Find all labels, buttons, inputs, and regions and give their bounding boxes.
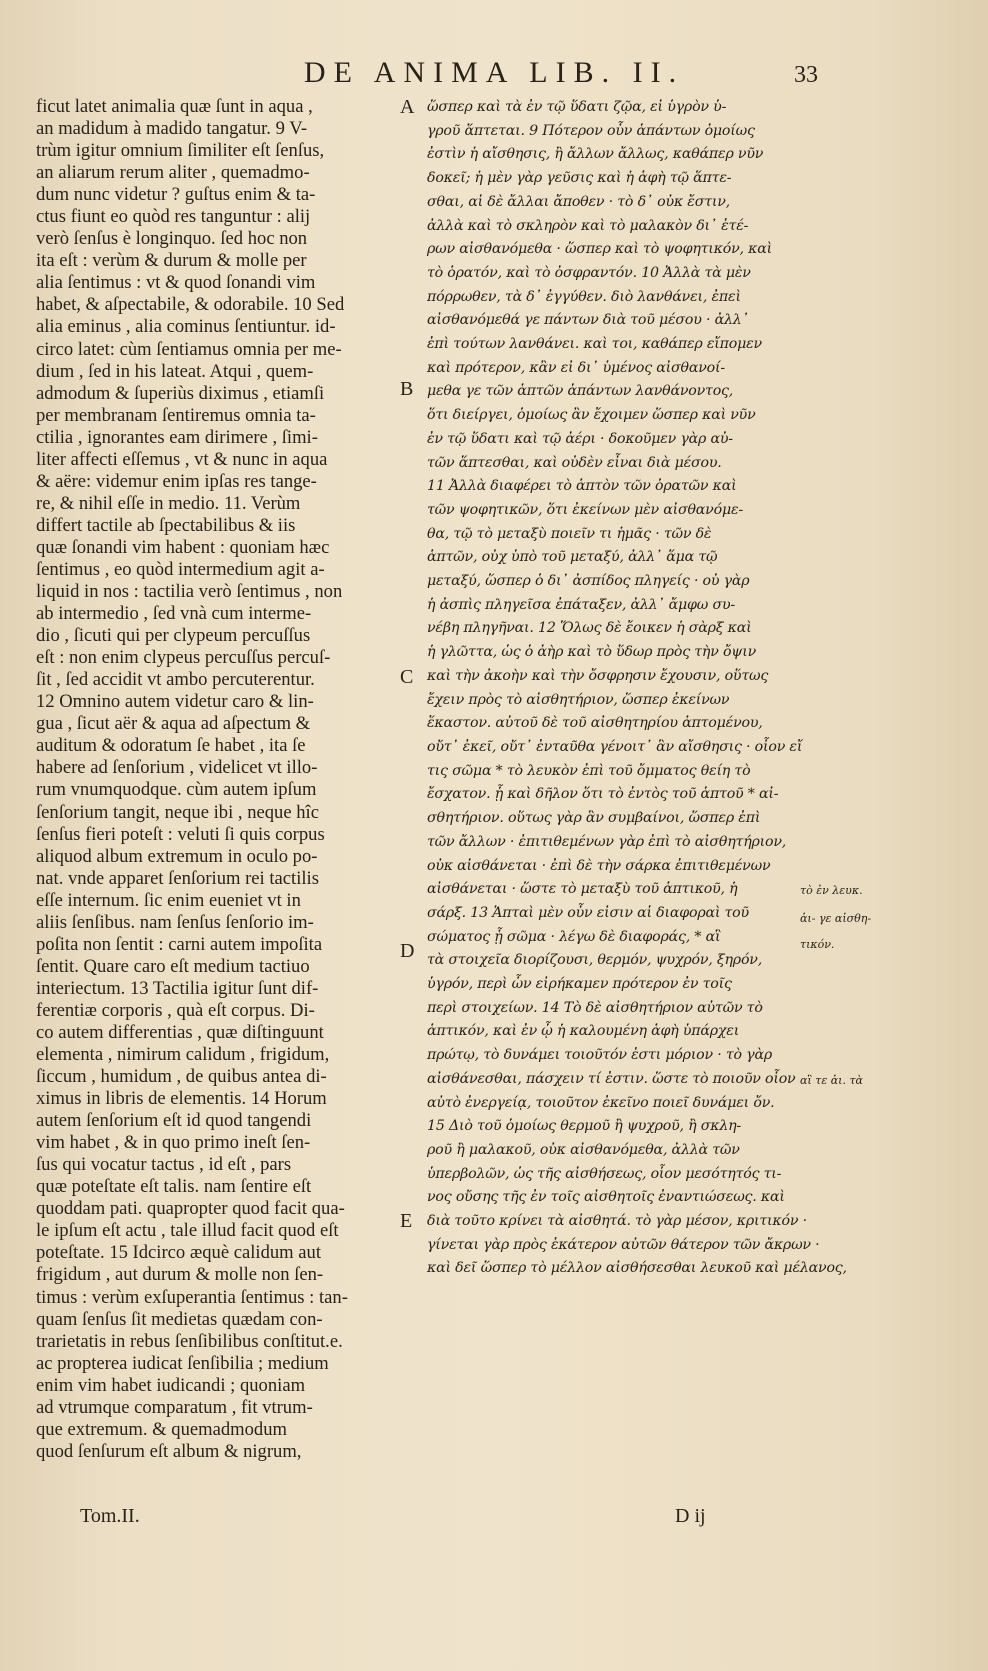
latin-text-line: differt tactile ab ſpectabilibus & iis bbox=[36, 514, 296, 536]
greek-text-line: τῶν ψοφητικῶν, ὅτι ἐκείνων μὲν αἰσθανόμε- bbox=[427, 501, 743, 518]
greek-text-line: τῶν ἄλλων · ἐπιτιθεμένων γὰρ ἐπὶ τὸ αἰσθητήριον, bbox=[427, 833, 787, 850]
greek-text-line: διὰ τοῦτο κρίνει τὰ αἰσθητά. τὸ γὰρ μέσον, κριτικόν · bbox=[427, 1213, 807, 1230]
greek-text-line: ἐν τῷ ὕδατι καὶ τῷ ἀέρι · δοκοῦμεν γὰρ αὐ- bbox=[427, 430, 733, 447]
latin-text-line: ferentiæ corporis , quà eſt corpus. Di- bbox=[36, 999, 315, 1021]
latin-text-line: vim habet , & in quo primo ineſt ſen- bbox=[36, 1132, 311, 1154]
running-header: DE ANIMA LIB. II. bbox=[303, 56, 685, 89]
latin-text-line: re, & nihil eſſe in medio. 11. Verùm bbox=[36, 492, 301, 514]
latin-text-line: ſenſus fieri poteſt : veluti ſi quis corpus bbox=[36, 823, 325, 845]
greek-text-line: τις σῶμα * τὸ λευκὸν ἐπὶ τοῦ ὄμματος θείη τὸ bbox=[427, 762, 751, 779]
greek-text-line: αἰσθάνεται · ὥστε τὸ μεταξὺ τοῦ ἁπτικοῦ, ἡ bbox=[427, 881, 738, 898]
latin-text-line: an aliarum rerum aliter , quemadmo- bbox=[36, 162, 310, 184]
latin-text-line: ita eſt : verùm & durum & molle per bbox=[36, 250, 307, 272]
signature-mark: D ij bbox=[675, 1505, 706, 1527]
greek-text-line: ἕκαστον. αὐτοῦ δὲ τοῦ αἰσθητηρίου ἁπτομένου, bbox=[427, 715, 763, 732]
greek-text-line: περὶ στοιχείων. 14 Τὸ δὲ αἰσθητήριον αὐτῶν τὸ bbox=[427, 999, 763, 1016]
latin-text-line: dum nunc videtur ? guſtus enim & ta- bbox=[36, 184, 316, 206]
greek-text-line: ἡ γλῶττα, ὡς ὁ ἀὴρ καὶ τὸ ὕδωρ πρὸς τὴν ὄψιν bbox=[427, 644, 756, 661]
latin-text-line: nat. vnde apparet ſenſorium rei tactilis bbox=[36, 867, 319, 889]
greek-text-line: οὐκ αἰσθάνεται · ἐπὶ δὲ τὴν σάρκα ἐπιτιθεμένων bbox=[427, 857, 771, 874]
greek-text-line: ἔχειν πρὸς τὸ αἰσθητήριον, ὥσπερ ἐκείνων bbox=[427, 691, 730, 708]
latin-text-line: elementa , nimirum calidum , frigidum, bbox=[36, 1044, 330, 1066]
latin-text-line: circo latet: cùm ſentiamus omnia per me- bbox=[36, 338, 342, 360]
volume-label: Tom.II. bbox=[80, 1505, 140, 1527]
latin-text-line: ſenſorium tangit, neque ibi , neque hîc bbox=[36, 801, 319, 823]
greek-text-line: καὶ δεῖ ὥσπερ τὸ μέλλον αἰσθήσεσθαι λευκοῦ καὶ μέλανος, bbox=[427, 1260, 847, 1277]
greek-text-line: ἀλλὰ καὶ τὸ σκληρὸν καὶ τὸ μαλακὸν δι᾽ ἑτέ- bbox=[427, 217, 749, 234]
latin-text-line: admodum & ſuperiùs diximus , etiamſi bbox=[36, 382, 325, 404]
latin-text-line: 12 Omnino autem videtur caro & lin- bbox=[36, 691, 314, 713]
greek-text-line: ρων αἰσθανόμεθα · ὥσπερ καὶ τὸ ψοφητικόν, καὶ bbox=[427, 241, 772, 258]
section-marker-b: B bbox=[400, 378, 414, 400]
latin-text-column bbox=[36, 96, 404, 1596]
section-marker-c: C bbox=[400, 666, 414, 688]
greek-text-line: ἐπὶ τούτων λανθάνει. καὶ τοι, καθάπερ εἴπομεν bbox=[427, 336, 762, 353]
latin-text-line: trarietatis in rebus ſenſibilibus conſtitut.e. bbox=[36, 1330, 343, 1352]
latin-text-line: ſentimus , eo quòd intermedium agit a- bbox=[36, 558, 325, 580]
latin-text-line: ctus fiunt eo quòd res tanguntur : alij bbox=[36, 206, 311, 228]
greek-text-line: μεθα γε τῶν ἁπτῶν ἁπάντων λανθάνοντος, bbox=[427, 383, 734, 400]
greek-text-line: γροῦ ἅπτεται. 9 Πότερον οὖν ἁπάντων ὁμοίως bbox=[427, 122, 755, 139]
latin-text-line: trùm igitur omnium ſimiliter eſt ſenſus, bbox=[36, 140, 325, 162]
latin-text-line: verò ſenſus è longinquo. ſed hoc non bbox=[36, 228, 308, 250]
latin-text-line: & aëre: videmur enim ipſas res tange- bbox=[36, 470, 317, 492]
greek-text-line: νέβη πληγῆναι. 12 Ὅλως δὲ ἔοικεν ἡ σὰρξ καὶ bbox=[427, 620, 752, 637]
greek-text-line: γίνεται γὰρ πρὸς ἑκάτερον αὐτῶν θάτερον τῶν ἄκρων · bbox=[427, 1236, 820, 1253]
greek-text-line: ἁπτῶν, οὐχ ὑπὸ τοῦ μεταξύ, ἀλλ᾽ ἅμα τῷ bbox=[427, 549, 718, 566]
greek-text-line: ὑγρόν, περὶ ὧν εἰρήκαμεν πρότερον ἐν τοῖς bbox=[427, 976, 732, 993]
latin-text-line: frigidum , aut durum & molle non ſen- bbox=[36, 1264, 324, 1286]
latin-text-line: autem ſenſorium eſt id quod tangendi bbox=[36, 1110, 312, 1132]
margin-note: ἀι- γε αἰσθη- bbox=[800, 912, 872, 925]
latin-text-line: ſiccum , humidum , de quibus antea di- bbox=[36, 1066, 327, 1088]
greek-text-line: αὐτὸ ἐνεργείᾳ, τοιοῦτον ἐκεῖνο ποιεῖ δυνάμει ὄν. bbox=[427, 1094, 775, 1111]
greek-text-line: ὅτι διείργει, ὁμοίως ἂν ἔχοιμεν ὥσπερ καὶ νῦν bbox=[427, 407, 756, 424]
latin-text-line: le ipſum eſt actu , tale illud facit quod eſt bbox=[36, 1220, 339, 1242]
latin-text-line: rum vnumquodque. cùm autem ipſum bbox=[36, 779, 317, 801]
latin-text-line: ac propterea iudicat ſenſibilia ; medium bbox=[36, 1352, 329, 1374]
latin-text-line: quæ ſonandi vim habent : quoniam hæc bbox=[36, 536, 330, 558]
greek-text-line: σθαι, αἱ δὲ ἄλλαι ἄποθεν · τὸ δ᾽ οὐκ ἔστιν, bbox=[427, 193, 730, 210]
latin-text-line: timus : verùm exſuperantia ſentimus : tan- bbox=[36, 1286, 348, 1308]
latin-text-line: aliquod album extremum in oculo po- bbox=[36, 845, 318, 867]
section-marker-a: A bbox=[400, 96, 415, 118]
greek-text-line: ροῦ ἢ μαλακοῦ, οὐκ αἰσθανόμεθα, ἀλλὰ τῶν bbox=[427, 1141, 740, 1158]
greek-text-line: 11 Ἀλλὰ διαφέρει τὸ ἁπτὸν τῶν ὁρατῶν καὶ bbox=[427, 478, 737, 495]
greek-text-line: πρώτῳ, τὸ δυνάμει τοιοῦτόν ἐστι μόριον · τὸ γὰρ bbox=[427, 1047, 772, 1064]
greek-text-line: αἰσθανόμεθά γε πάντων διὰ τοῦ μέσου · ἀλλ᾽ bbox=[427, 312, 749, 329]
greek-text-line: οὔτ᾽ ἐκεῖ, οὔτ᾽ ἐνταῦθα γένοιτ᾽ ἂν αἴσθησις · οἷον εἴ bbox=[427, 738, 803, 755]
greek-text-line: μεταξύ, ὥσπερ ὁ δι᾽ ἀσπίδος πληγείς · οὐ γὰρ bbox=[427, 573, 750, 590]
greek-text-line: καὶ τὴν ἀκοὴν καὶ τὴν ὄσφρησιν ἔχουσιν, οὕτως bbox=[427, 667, 769, 684]
latin-text-line: liquid in nos : tactilia verò ſentimus , non bbox=[36, 581, 343, 603]
latin-text-line: dio , ſicuti qui per clypeum percuſſus bbox=[36, 625, 311, 647]
latin-text-line: ctilia , ignorantes eam dirimere , ſimi- bbox=[36, 426, 318, 448]
latin-text-line: poſita non ſentit : carni autem impoſita bbox=[36, 933, 323, 955]
greek-text-line: σθητήριον. οὕτως γὰρ ἂν συμβαίνοι, ὥσπερ ἐπὶ bbox=[427, 810, 761, 827]
margin-note: αἳ τε ἀι. τὰ bbox=[800, 1074, 863, 1087]
latin-text-line: auditum & odoratum ſe habet , ita ſe bbox=[36, 735, 306, 757]
latin-text-line: quæ poteſtate eſt talis. nam ſentire eſt bbox=[36, 1176, 312, 1198]
latin-text-line: gua , ſicut aër & aqua ad aſpectum & bbox=[36, 713, 311, 735]
latin-text-line: ab intermedio , ſed vnà cum interme- bbox=[36, 603, 312, 625]
latin-text-line: eſſe internum. ſic enim eueniet vt in bbox=[36, 889, 301, 911]
latin-text-line: co autem differentias , quæ diſtinguunt bbox=[36, 1021, 324, 1043]
latin-text-line: eſt : non enim clypeus percuſſus percuſ- bbox=[36, 647, 331, 669]
latin-text-line: ad vtrumque comparatum , fit vtrum- bbox=[36, 1396, 313, 1418]
greek-text-line: νος οὔσης τῆς ἐν τοῖς αἰσθητοῖς ἐναντιώσεως. καὶ bbox=[427, 1189, 785, 1206]
greek-text-line: ὥσπερ καὶ τὰ ἐν τῷ ὕδατι ζῷα, εἰ ὑγρὸν ὑ- bbox=[427, 99, 727, 115]
latin-text-line: habere ad ſenſorium , videlicet vt illo- bbox=[36, 757, 318, 779]
latin-text-line: liter affecti eſſemus , vt & nunc in aqua bbox=[36, 448, 328, 470]
greek-text-line: θα, τῷ τὸ μεταξὺ ποιεῖν τι ἡμᾶς · τῶν δὲ bbox=[427, 525, 712, 542]
section-marker-d: D bbox=[400, 940, 415, 962]
latin-text-line: an madidum à madido tangatur. 9 V- bbox=[36, 118, 308, 140]
greek-text-line: 15 Διὸ τοῦ ὁμοίως θερμοῦ ἢ ψυχροῦ, ἢ σκλη- bbox=[427, 1118, 741, 1135]
latin-text-line: quoddam pati. quapropter quod facit qua- bbox=[36, 1198, 345, 1220]
latin-text-line: per membranam ſentiremus omnia ta- bbox=[36, 404, 316, 426]
latin-text-line: alia ſentimus : vt & quod ſonandi vim bbox=[36, 272, 316, 294]
margin-note: τικόν. bbox=[800, 938, 835, 951]
greek-text-line: ἡ ἀσπὶς πληγεῖσα ἐπάταξεν, ἀλλ᾽ ἄμφω συ- bbox=[427, 596, 735, 613]
latin-text-line: poteſtate. 15 Idcirco æquè calidum aut bbox=[36, 1242, 322, 1264]
latin-text-line: ſit , ſed accidit vt ambo percuterentur. bbox=[36, 669, 315, 691]
greek-text-line: τὸ ὁρατόν, καὶ τὸ ὀσφραντόν. 10 Ἀλλὰ τὰ μὲν bbox=[427, 264, 751, 281]
greek-text-line: καὶ πρότερον, κἂν εἰ δι᾽ ὑμένος αἰσθανοί- bbox=[427, 359, 725, 376]
greek-text-line: πόρρωθεν, τὰ δ᾽ ἐγγύθεν. διὸ λανθάνει, ἐπεὶ bbox=[427, 288, 741, 305]
greek-text-line: αἰσθάνεσθαι, πάσχειν τί ἐστιν. ὥστε τὸ ποιοῦν οἷον bbox=[427, 1070, 796, 1087]
greek-text-line: σάρξ. 13 Ἁπταὶ μὲν οὖν εἰσιν αἱ διαφοραὶ τοῦ bbox=[427, 904, 749, 921]
section-marker-e: E bbox=[400, 1210, 413, 1232]
latin-text-line: ficut latet animalia quæ ſunt in aqua , bbox=[36, 96, 313, 117]
margin-note: τὸ ἐν λευκ. bbox=[800, 884, 863, 897]
latin-text-line: dium , ſed in his lateat. Atqui , quem- bbox=[36, 360, 314, 382]
latin-text-line: que extremum. & quemadmodum bbox=[36, 1418, 287, 1440]
greek-text-line: τὰ στοιχεῖα διορίζουσι, θερμόν, ψυχρόν, ξηρόν, bbox=[427, 952, 763, 969]
greek-text-line: ὑπερβολῶν, ὡς τῆς αἰσθήσεως, οἷον μεσότητός τι- bbox=[427, 1165, 782, 1182]
greek-text-line: σώματος ᾗ σῶμα · λέγω δὲ διαφοράς, * αἳ bbox=[427, 928, 721, 945]
latin-text-line: ſus qui vocatur tactus , id eſt , pars bbox=[36, 1154, 292, 1176]
greek-text-line: τῶν ἅπτεσθαι, καὶ οὐδὲν εἶναι διὰ μέσου. bbox=[427, 454, 722, 471]
page-number: 33 bbox=[794, 62, 818, 88]
greek-text-line: δοκεῖ; ἡ μὲν γὰρ γεῦσις καὶ ἡ ἁφὴ τῷ ἅπτε- bbox=[427, 170, 732, 187]
latin-text-line: ximus in libris de elementis. 14 Horum bbox=[36, 1088, 327, 1110]
latin-text-line: quod ſenſurum eſt album & nigrum, bbox=[36, 1440, 302, 1462]
greek-text-line: ἁπτικόν, καὶ ἐν ᾧ ἡ καλουμένη ἁφὴ ὑπάρχει bbox=[427, 1023, 740, 1040]
greek-text-line: ἔσχατον. ᾗ καὶ δῆλον ὅτι τὸ ἐντὸς τοῦ ἁπτοῦ * αἰ- bbox=[427, 786, 779, 803]
latin-text-line: quam ſenſus ſit medietas quædam con- bbox=[36, 1308, 323, 1330]
latin-text-line: aliis ſenſibus. nam ſenſus ſenſorio im- bbox=[36, 911, 314, 933]
latin-text-line: habet, & aſpectabile, & odorabile. 10 Sed bbox=[36, 294, 345, 316]
greek-text-line: ἐστὶν ἡ αἴσθησις, ἢ ἄλλων ἄλλως, καθάπερ νῦν bbox=[427, 146, 764, 163]
latin-text-line: alia eminus , alia cominus ſentiuntur. id- bbox=[36, 316, 336, 338]
latin-text-line: interiectum. 13 Tactilia igitur ſunt dif- bbox=[36, 977, 319, 999]
latin-text-line: ſentit. Quare caro eſt medium tactiuo bbox=[36, 955, 310, 977]
latin-text-line: enim vim habet iudicandi ; quoniam bbox=[36, 1374, 306, 1396]
